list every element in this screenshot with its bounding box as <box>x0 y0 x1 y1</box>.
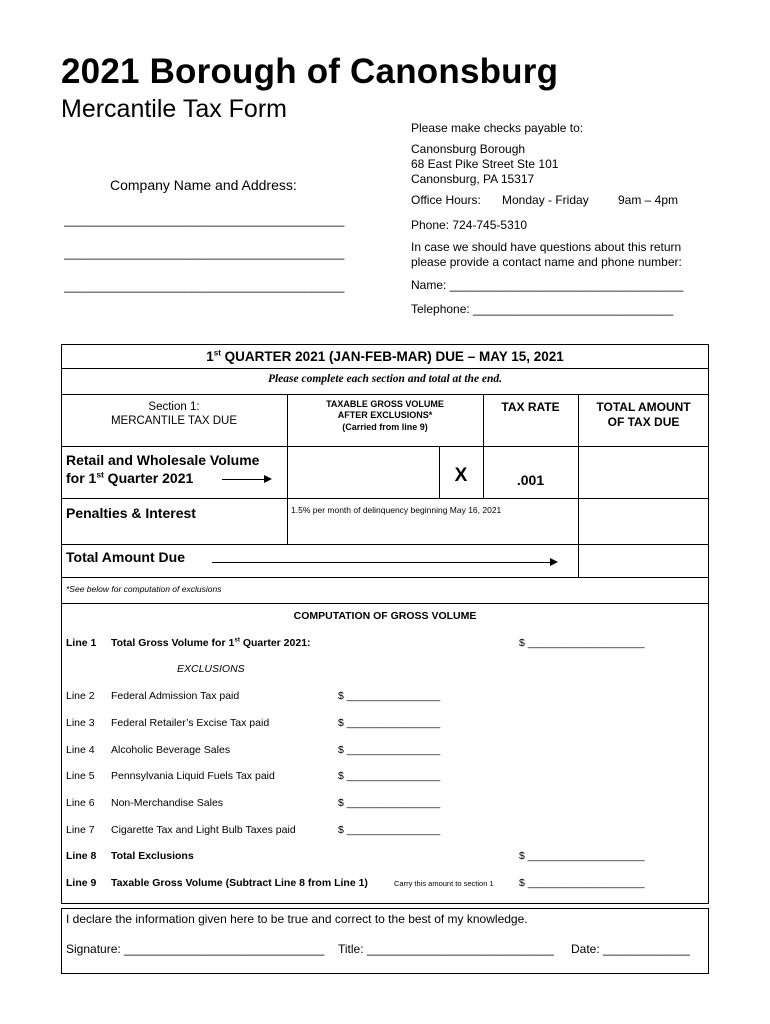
line-9-number: Line 9 <box>66 877 97 889</box>
total-amount-header: TOTAL AMOUNT OF TAX DUE <box>596 400 691 429</box>
signature-field[interactable]: Signature: ______________________________ <box>66 942 325 956</box>
office-hours-days: Monday - Friday <box>502 193 589 207</box>
line-8-field[interactable]: $ ____________________ <box>519 850 645 862</box>
taxable-volume-input[interactable] <box>289 448 437 496</box>
payee-street: 68 East Pike Street Ste 101 <box>411 157 559 171</box>
line-8-number: Line 8 <box>66 850 97 862</box>
penalties-label: Penalties & Interest <box>66 505 196 521</box>
exclusion-line-number: Line 6 <box>66 797 95 809</box>
total-due-label: Total Amount Due <box>66 549 185 565</box>
instructions: Please complete each section and total at the end. <box>267 373 503 385</box>
total-due-input[interactable] <box>580 546 707 575</box>
exclusion-line-field[interactable]: $ ________________ <box>338 690 441 702</box>
line-9-field[interactable]: $ ____________________ <box>519 877 645 889</box>
retail-arrow-icon <box>222 479 270 480</box>
exclusion-note: *See below for computation of exclusions <box>66 584 222 594</box>
tax-rate-header: TAX RATE <box>501 400 560 414</box>
exclusion-line-field[interactable]: $ ________________ <box>338 797 441 809</box>
line-1-label: Total Gross Volume for 1st Quarter 2021: <box>111 636 311 649</box>
form-subtitle: Mercantile Tax Form <box>61 95 287 123</box>
contact-name-field[interactable]: Name: ___________________________________ <box>411 278 684 292</box>
office-hours-time: 9am – 4pm <box>618 193 679 207</box>
exclusion-line-label: Federal Admission Tax paid <box>111 690 240 702</box>
exclusion-line-label: Pennsylvania Liquid Fuels Tax paid <box>111 770 275 782</box>
exclusion-line-field[interactable]: $ ________________ <box>338 824 441 836</box>
exclusion-line-number: Line 5 <box>66 770 95 782</box>
exclusions-heading: EXCLUSIONS <box>177 663 245 675</box>
multiply-sign: X <box>454 465 468 486</box>
exclusion-line-label: Federal Retailer’s Excise Tax paid <box>111 717 270 729</box>
retail-tax-due-input[interactable] <box>580 448 707 496</box>
tax-rate-value: .001 <box>516 472 545 488</box>
payee-city: Canonsburg, PA 15317 <box>411 172 535 186</box>
exclusion-line-number: Line 2 <box>66 690 95 702</box>
office-phone: Phone: 724-745-5310 <box>411 218 528 232</box>
company-label: Company Name and Address: <box>110 177 297 193</box>
contact-instruction-2: please provide a contact name and phone number: <box>411 255 682 269</box>
total-arrow-icon <box>212 562 556 563</box>
exclusion-line-field[interactable]: $ ________________ <box>338 717 441 729</box>
form-title: 2021 Borough of Canonsburg <box>61 52 559 91</box>
line-8-label: Total Exclusions <box>111 850 194 862</box>
line-1-number: Line 1 <box>66 637 97 649</box>
title-field[interactable]: Title: ____________________________ <box>338 942 554 956</box>
company-line-2[interactable]: __________________________________________ <box>64 246 345 260</box>
section-1-header: Section 1: MERCANTILE TAX DUE <box>110 401 238 428</box>
contact-telephone-field[interactable]: Telephone: ______________________________ <box>411 302 674 316</box>
exclusion-line-field[interactable]: $ ________________ <box>338 744 441 756</box>
declaration-statement: I declare the information given here to be true and correct to the best of my knowledge. <box>66 912 528 926</box>
penalties-input[interactable] <box>580 500 707 542</box>
date-field[interactable]: Date: _____________ <box>571 942 690 956</box>
payable-heading: Please make checks payable to: <box>411 121 584 135</box>
exclusion-line-number: Line 4 <box>66 744 95 756</box>
exclusion-line-label: Non-Merchandise Sales <box>111 797 224 809</box>
line-9-label: Taxable Gross Volume (Subtract Line 8 from Line 1) <box>111 877 368 889</box>
exclusion-line-label: Alcoholic Beverage Sales <box>111 744 231 756</box>
exclusion-line-number: Line 3 <box>66 717 95 729</box>
exclusion-line-label: Cigarette Tax and Light Bulb Taxes paid <box>111 824 296 836</box>
penalty-note: 1.5% per month of delinquency beginning May 16, 2021 <box>291 505 502 515</box>
payee-name: Canonsburg Borough <box>411 142 526 156</box>
line-1-field[interactable]: $ ____________________ <box>519 637 645 649</box>
company-line-3[interactable]: __________________________________________ <box>64 279 345 293</box>
taxable-volume-header: TAXABLE GROSS VOLUME AFTER EXCLUSIONS* (Carried from line 9) <box>326 399 444 432</box>
retail-wholesale-label: Retail and Wholesale Volume for 1st Quarter 2021 <box>66 452 260 487</box>
company-line-1[interactable]: __________________________________________ <box>64 213 345 227</box>
line-9-note: Carry this amount to section 1 <box>394 879 494 888</box>
exclusion-line-number: Line 7 <box>66 824 95 836</box>
computation-heading: COMPUTATION OF GROSS VOLUME <box>293 610 477 622</box>
exclusion-line-field[interactable]: $ ________________ <box>338 770 441 782</box>
office-hours-label: Office Hours: <box>411 193 481 207</box>
quarter-heading: 1st QUARTER 2021 (JAN-FEB-MAR) DUE – MAY 15, 2021 <box>206 348 564 364</box>
contact-instruction-1: In case we should have questions about this return <box>411 240 682 254</box>
